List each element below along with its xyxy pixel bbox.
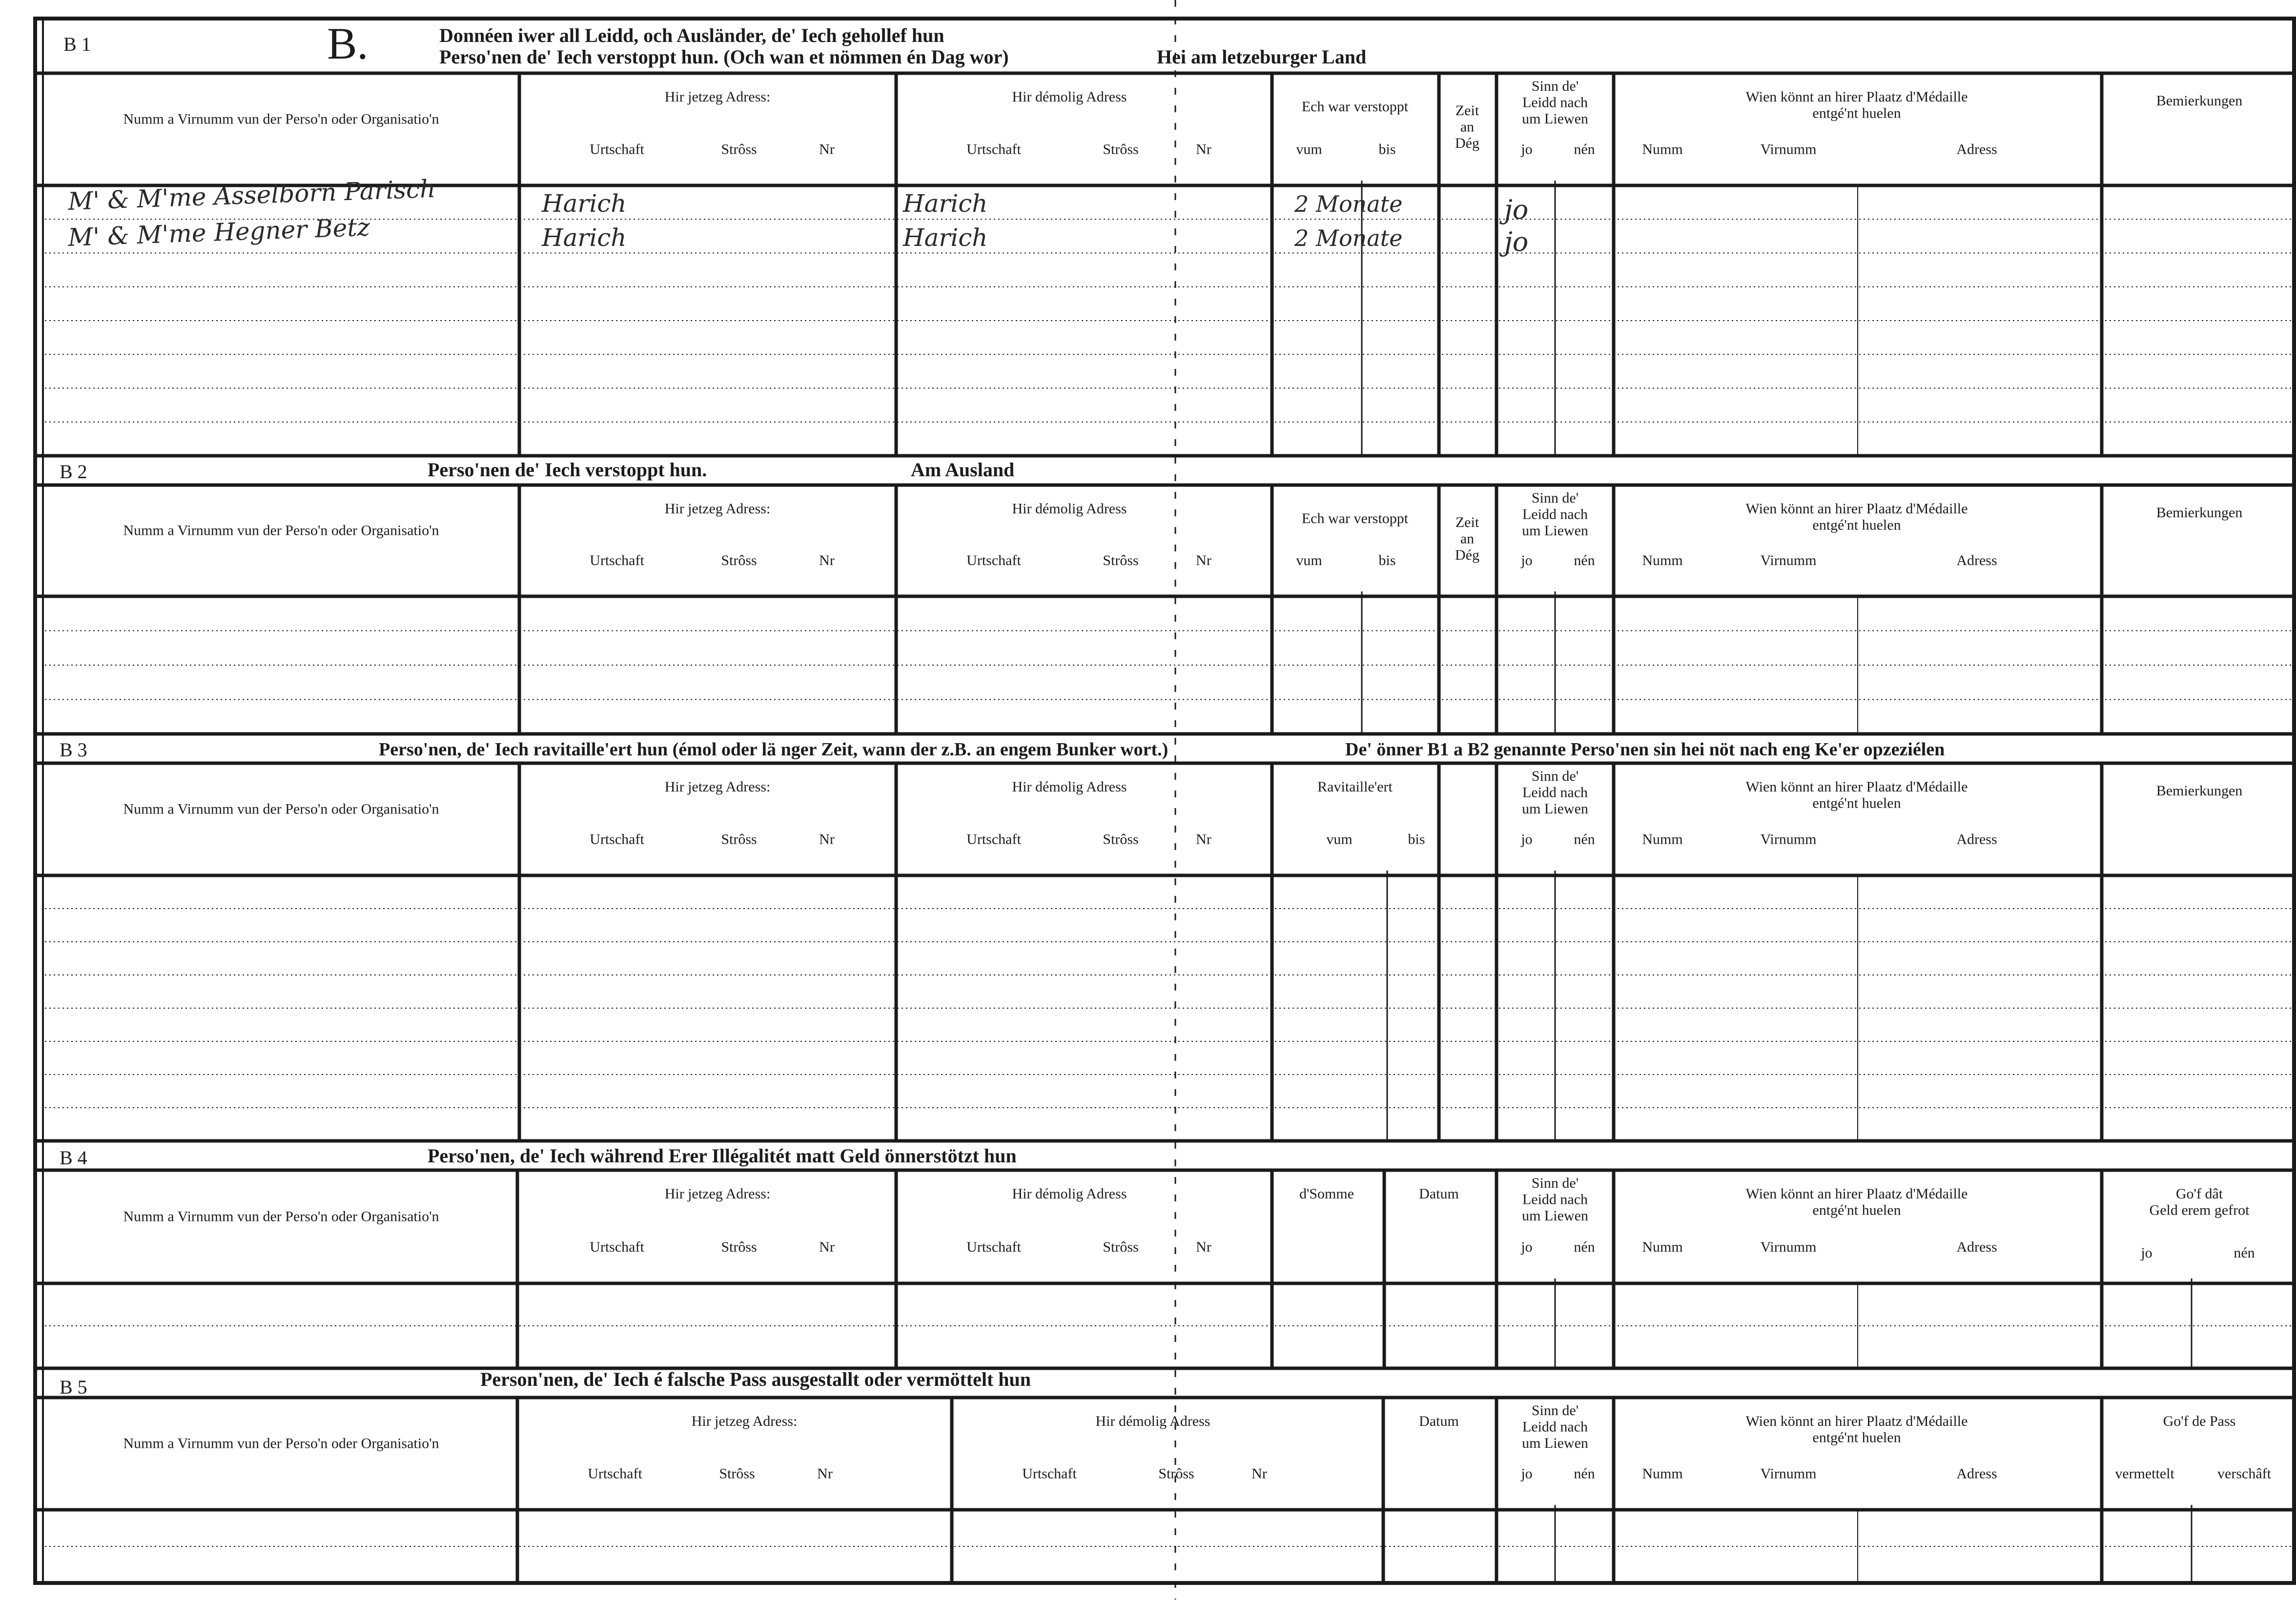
section-b4-title: Perso'nen, de' Iech während Erer Illégalitét matt Geld önnerstötzt hun [428,1145,1017,1167]
section-b5-header-pass: Go'f de Pass [2163,1413,2236,1429]
section-b4-header-street: Strôss [721,1239,757,1256]
section-b3-header-until: bis [1408,831,1425,848]
section-b3-title-extra: De' önner B1 a B2 genannte Perso'nen sin hei nöt nach eng Ke'er opzeziélen [1345,739,1945,760]
entry-1-duration: 2 Monate [1294,191,1403,217]
section-b5-header-medal: entgé'nt huelen [1812,1429,1901,1446]
section-b4-header-alive: Leidd nach [1522,1191,1588,1208]
section-b2-header-surname: Numm [1642,552,1683,569]
section-b1-header-address: Adress [1956,141,1997,158]
section-b2-code: B 2 [60,461,87,483]
section-b2-header-yes: jo [1521,552,1533,569]
section-b4-header-money-returned: Geld erem gefrot [2149,1202,2250,1218]
section-b5-header-surname: Numm [1642,1465,1683,1482]
section-b2-header-street: Strôss [721,552,757,569]
section-b1-header-yes: jo [1521,141,1533,158]
section-b1-header-time-days: Zeit [1455,102,1479,119]
section-b3-title: Perso'nen, de' Iech ravitaille'ert hun (émol oder lä nger Zeit, wann der z.B. an engem Bunker wort.) [379,739,1168,760]
form-letter-b: B. [327,19,369,68]
section-b4-header-alive: Sinn de' [1531,1175,1579,1191]
section-b2-header-former-address: Hir démolig Adress [1012,501,1127,517]
section-b1-header-medal: Wien könnt an hirer Plaatz d'Médaille [1745,89,1968,105]
section-b5-header-no: nén [1574,1465,1595,1482]
section-b4-header-medal: Wien könnt an hirer Plaatz d'Médaille [1745,1186,1968,1202]
section-b4-header-no: nén [1574,1239,1595,1256]
section-b2-header-street: Strôss [1103,552,1139,569]
section-b3-header-alive: um Liewen [1522,801,1588,817]
section-b5-header-street: Strôss [719,1465,755,1482]
section-b1-header-number: Nr [1196,141,1211,158]
section-b3-header-name: Numm a Virnumm vun der Perso'n oder Organisatio'n [123,801,439,817]
section-b4-header-sum: d'Somme [1299,1186,1354,1202]
entry-1-current-locality: Harich [542,189,627,218]
section-b2-header-locality: Urtschaft [590,552,644,569]
section-b4-header-locality: Urtschaft [966,1239,1021,1256]
section-b1-header-former-address: Hir démolig Adress [1012,89,1127,105]
section-b5-header-mediated: vermettelt [2115,1465,2174,1482]
section-b1-header-alive: Leidd nach [1522,94,1588,111]
section-b1-header-time-days: an [1460,119,1475,135]
section-b1-title2-extra: Hei am letzeburger Land [1157,46,1367,68]
section-b5-header-address: Adress [1956,1465,1997,1482]
section-b2-header-until: bis [1378,552,1396,569]
section-b1-code: B 1 [63,33,91,55]
section-b1-header-number: Nr [819,141,835,158]
section-b4-header-number: Nr [1196,1239,1211,1256]
section-b3-header-current-address: Hir jetzeg Adress: [664,779,771,795]
section-b5-code: B 5 [60,1376,87,1398]
section-b2-header-number: Nr [1196,552,1211,569]
section-b4-header-name: Numm a Virnumm vun der Perso'n oder Organisatio'n [123,1208,439,1225]
section-b1-header-from: vum [1296,141,1322,158]
section-b1-header-locality: Urtschaft [966,141,1021,158]
entry-1-alive: jo [1504,194,1529,225]
section-b3-header-street: Strôss [721,831,757,848]
section-b5-header-yes: jo [1521,1465,1533,1482]
section-b2-header-medal: entgé'nt huelen [1812,517,1901,533]
section-b5-header-number: Nr [1251,1465,1267,1482]
section-b1-header-firstname: Virnumm [1760,141,1817,158]
section-b4-header-surname: Numm [1642,1239,1683,1256]
section-b2-title-extra: Am Ausland [911,459,1015,481]
section-b5-header-alive: um Liewen [1522,1435,1588,1452]
section-b5-header-alive: Leidd nach [1522,1419,1588,1435]
section-b1-header-no: nén [1574,141,1595,158]
section-b1-title2: Perso'nen de' Iech verstoppt hun. (Och wan et nömmen én Dag wor) [439,46,1009,68]
section-b3-header-from: vum [1326,831,1353,848]
section-b1-header-alive: um Liewen [1522,111,1588,127]
section-b3-header-medal: Wien könnt an hirer Plaatz d'Médaille [1745,779,1968,795]
section-b2-header-alive: Leidd nach [1522,506,1588,523]
section-b3-header-firstname: Virnumm [1760,831,1817,848]
section-b5-header-medal: Wien könnt an hirer Plaatz d'Médaille [1745,1413,1968,1429]
section-b3-header-yes: jo [1521,831,1533,848]
section-b1-header-surname: Numm [1642,141,1683,158]
section-b4-header-medal: entgé'nt huelen [1812,1202,1901,1218]
section-b4-header-street: Strôss [1103,1239,1139,1256]
entry-2-name: M' & M'me Hegner Betz [67,213,370,252]
section-b2-header-address: Adress [1956,552,1997,569]
section-b5-header-alive: Sinn de' [1531,1402,1579,1419]
section-b2-header-alive: um Liewen [1522,523,1588,539]
section-b2-title: Perso'nen de' Iech verstoppt hun. [428,459,707,481]
section-b4-header-former-address: Hir démolig Adress [1012,1186,1127,1202]
table-grids [35,73,2294,1583]
section-b2-header-locality: Urtschaft [966,552,1021,569]
section-b5-title: Person'nen, de' Iech é falsche Pass ausgestallt oder vermöttelt hun [480,1368,1031,1390]
section-b2-header-time-days: an [1460,530,1475,547]
section-b3-header-no: nén [1574,831,1595,848]
section-b2-header-remarks: Bemierkungen [2156,505,2243,521]
section-b2-header-time-days: Dég [1455,547,1479,564]
section-b2-header-number: Nr [819,552,835,569]
section-b5-header-street: Strôss [1158,1465,1194,1482]
section-b4-header-no: nén [2234,1245,2255,1261]
section-b1-header-street: Strôss [721,141,757,158]
section-b2-header-medal: Wien könnt an hirer Plaatz d'Médaille [1745,501,1968,517]
section-b3-code: B 3 [60,739,87,761]
entry-2-duration: 2 Monate [1294,225,1403,251]
section-b5-header-locality: Urtschaft [588,1465,642,1482]
section-b1-header-until: bis [1378,141,1396,158]
entry-2-alive: jo [1504,226,1529,257]
section-b1-header-medal: entgé'nt huelen [1812,105,1901,122]
section-b4-header-current-address: Hir jetzeg Adress: [664,1186,771,1202]
section-b3-header-remarks: Bemierkungen [2156,783,2243,799]
section-b1-title: Donnéen iwer all Leidd, och Ausländer, de' Iech gehollef hun [439,24,944,46]
section-b4-header-yes: jo [1521,1239,1533,1256]
section-b1 [35,24,2294,73]
section-b4-header-number: Nr [819,1239,835,1256]
section-b4-code: B 4 [60,1147,87,1169]
section-b3-header-supplied: Ravitaille'ert [1317,779,1393,795]
entry-1-former-locality: Harich [903,189,988,218]
section-b3-header-number: Nr [1196,831,1211,848]
section-b2-header-no: nén [1574,552,1595,569]
section-b3-header-address: Adress [1956,831,1997,848]
section-b4-header-alive: um Liewen [1522,1208,1588,1224]
section-b5-header-current-address: Hir jetzeg Adress: [691,1413,798,1429]
section-b4-header-locality: Urtschaft [590,1239,644,1256]
section-b1-header-name: Numm a Virnumm vun der Perso'n oder Organisatio'n [123,111,439,127]
section-b5-header-created: verschâft [2217,1465,2271,1482]
section-b3-header-street: Strôss [1103,831,1139,848]
table-headers [123,78,2272,1482]
section-b1-header-current-address: Hir jetzeg Adress: [664,89,771,105]
section-b4-header-address: Adress [1956,1239,1997,1256]
section-b3-header-number: Nr [819,831,835,848]
section-b5-header-locality: Urtschaft [1022,1465,1077,1482]
section-b5-header-date: Datum [1419,1413,1459,1429]
section-b5-header-number: Nr [817,1465,833,1482]
section-b4-header-date: Datum [1419,1186,1459,1202]
section-b2-header-from: vum [1296,552,1322,569]
section-b3-header-alive: Sinn de' [1531,768,1579,784]
section-b2-header-firstname: Virnumm [1760,552,1817,569]
section-b3-header-former-address: Hir démolig Adress [1012,779,1127,795]
section-b3-header-locality: Urtschaft [590,831,644,848]
section-b4-header-yes: jo [2141,1245,2152,1261]
section-b3-header-medal: entgé'nt huelen [1812,795,1901,811]
section-b2-header-alive: Sinn de' [1531,490,1579,506]
entry-2-current-locality: Harich [542,223,627,252]
section-b1-header-street: Strôss [1103,141,1139,158]
section-b2-header-name: Numm a Virnumm vun der Perso'n oder Organisatio'n [123,522,439,539]
entry-1-name: M' & M'me Asselborn Parisch [67,174,436,216]
section-b5-header-name: Numm a Virnumm vun der Perso'n oder Organisatio'n [123,1435,439,1452]
section-b4-header-money-returned: Go'f dât [2175,1186,2223,1202]
section-b3-header-locality: Urtschaft [966,831,1021,848]
section-b4-header-firstname: Virnumm [1760,1239,1817,1256]
section-b1-header-alive: Sinn de' [1531,78,1579,94]
section-b3-header-surname: Numm [1642,831,1683,848]
section-b1-header-remarks: Bemierkungen [2156,93,2243,109]
section-b5-header-firstname: Virnumm [1760,1465,1817,1482]
section-b1-header-hidden: Ech war verstoppt [1301,99,1409,115]
section-b1-header-locality: Urtschaft [590,141,644,158]
entry-2-former-locality: Harich [903,223,988,252]
section-b2-header-current-address: Hir jetzeg Adress: [664,501,771,517]
section-b3-header-alive: Leidd nach [1522,784,1588,801]
section-b5-header-former-address: Hir démolig Adress [1095,1413,1210,1429]
section-b1-header-time-days: Dég [1455,135,1479,152]
section-b2-header-time-days: Zeit [1455,514,1479,530]
section-b2-header-hidden: Ech war verstoppt [1301,510,1409,527]
